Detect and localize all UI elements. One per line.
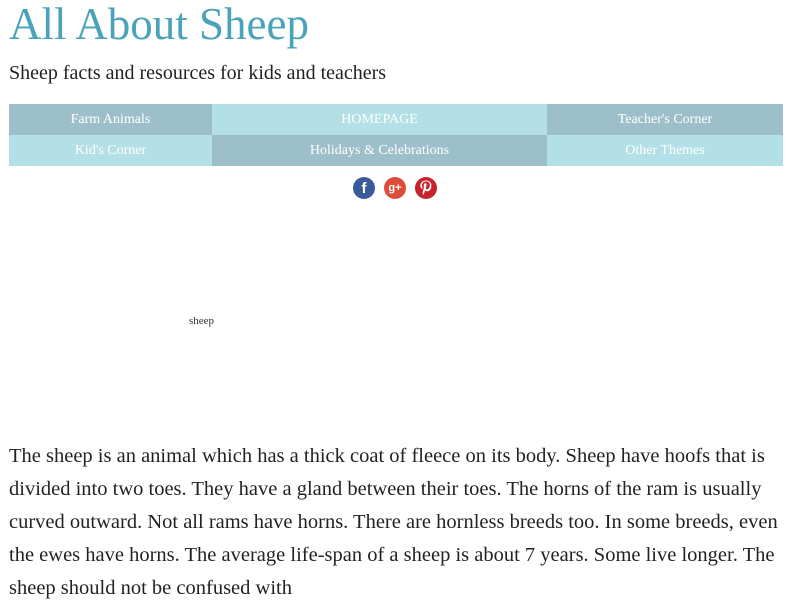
nav-link-other-themes[interactable]: Other Themes [547, 135, 783, 166]
facebook-glyph: f [361, 179, 367, 197]
article-body-text: The sheep is an animal which has a thick coat of fleece on its body. Sheep have hoofs that is divided into two toes. They have a gland between their toes. The horns of the ram is usually curved outward. Not all rams have horns. There are hornless breeds too. In some breeds, even the ewes have horns. The average life-span of a sheep is about 7 years. Some live longer. The sheep should not be confused with [9, 445, 778, 599]
facebook-icon[interactable] [353, 177, 375, 199]
site-tagline: Sheep facts and resources for kids and teachers [9, 62, 387, 84]
social-share-buttons [353, 177, 437, 199]
nav-row-1 [9, 104, 783, 135]
nav-row-2 [9, 135, 783, 166]
google-plus-glyph: g+ [388, 182, 402, 194]
nav-link-holidays-celebrations[interactable]: Holidays & Celebrations [212, 135, 547, 166]
nav-link-kids-corner[interactable]: Kid's Corner [9, 135, 212, 166]
sheep-image: sheep [189, 315, 215, 327]
pinterest-glyph [419, 180, 433, 196]
main-navigation [9, 104, 783, 166]
nav-link-teachers-corner[interactable]: Teacher's Corner [547, 104, 783, 135]
site-title[interactable]: All About Sheep [9, 0, 309, 49]
google-plus-icon[interactable] [384, 177, 406, 199]
nav-link-farm-animals[interactable]: Farm Animals [9, 104, 212, 135]
pinterest-icon[interactable] [415, 177, 437, 199]
nav-link-homepage[interactable]: HOMEPAGE [212, 104, 547, 135]
